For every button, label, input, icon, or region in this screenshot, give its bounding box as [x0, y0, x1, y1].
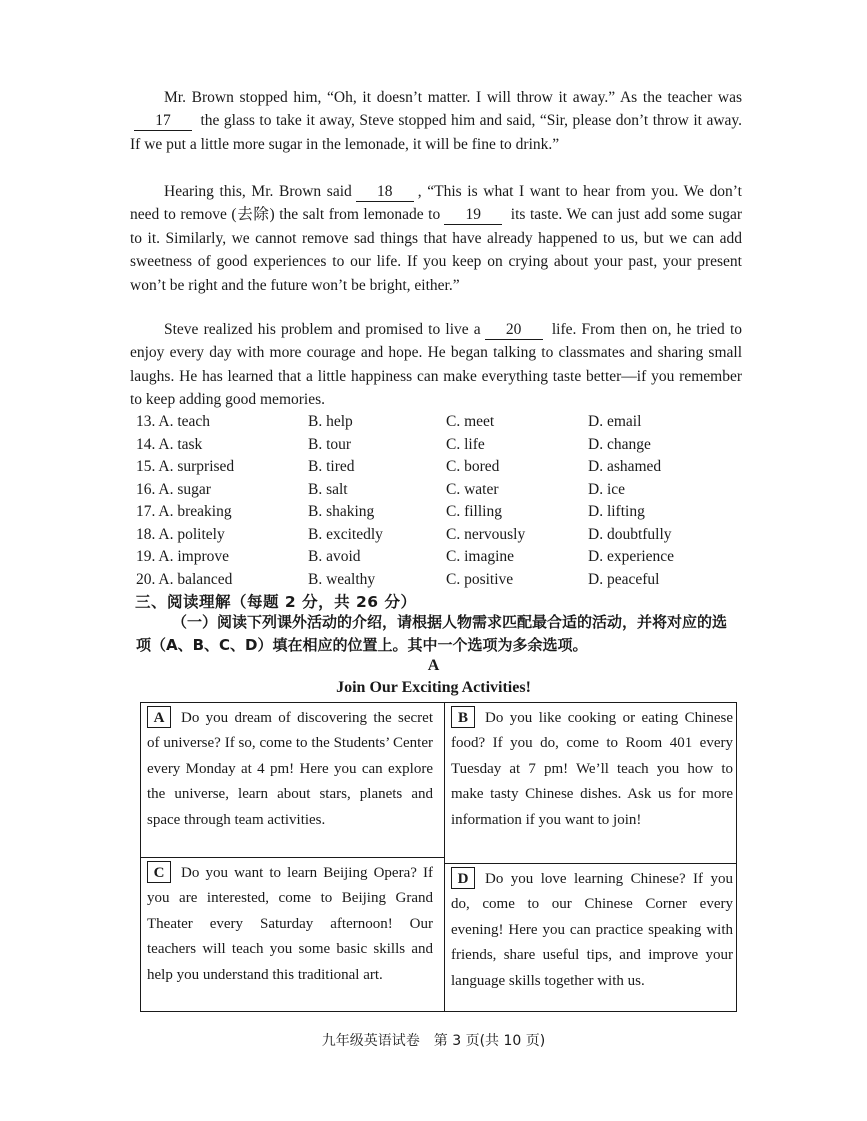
- option-d: D. email: [588, 413, 642, 430]
- blank-17: 17: [134, 112, 192, 131]
- grid-divider-right: [445, 863, 737, 864]
- activity-c: [147, 861, 433, 988]
- option-row: [136, 434, 736, 457]
- option-b: B. salt: [308, 480, 348, 498]
- blank-19: 19: [444, 206, 502, 225]
- part-letter: A: [427, 657, 440, 674]
- option-a: 19. A. improve: [136, 548, 229, 565]
- passage-paragraph-1: [130, 86, 742, 156]
- option-row: [136, 524, 736, 547]
- option-b: B. avoid: [308, 548, 361, 565]
- option-row: [136, 479, 736, 502]
- section-title: 三、阅读理解（每题 2 分，共 26 分）: [135, 593, 417, 611]
- activity-d: [451, 867, 733, 994]
- activity-b: [451, 706, 733, 833]
- paragraph-2-tail: its taste. We can just add some sugar to it. Similarly, we cannot remove sad things that have already happened to us, but we can add sweetness of good experiences to our life. If you keep on crying about your past, your present won’t be right and the future won’t be bright, either.”: [130, 206, 743, 294]
- option-c: C. nervously: [446, 525, 526, 543]
- activity-d-label: D: [451, 867, 475, 889]
- page-footer: 九年级英语试卷 第 3 页(共 10 页): [321, 1033, 546, 1049]
- paragraph-3-tail: life. From then on, he tried to enjoy every day with more courage and hope. He began talking to classmates and sharing small laughs. He has learned that a little happiness can make everything taste better—if you remember to keep adding good memories.: [130, 321, 742, 409]
- activities-title: Join Our Exciting Activities!: [336, 679, 531, 696]
- option-a: 16. A. sugar: [136, 480, 211, 498]
- option-d: D. experience: [588, 548, 675, 565]
- paragraph-1-tail: the glass to take it away, Steve stopped him and said, “Sir, please don’t throw it away. If we put a little more sugar in the lemonade, it will be fine to drink.”: [130, 112, 743, 153]
- option-row: [136, 569, 736, 592]
- paragraph-2-mid: , “This is what I want to hear from you. We don’t need to remove (去除) the salt from lemonade to: [130, 183, 742, 224]
- option-row: [136, 411, 736, 434]
- option-c: C. meet: [446, 413, 495, 430]
- option-a: 17. A. breaking: [136, 503, 232, 520]
- option-row: [136, 546, 736, 569]
- option-b: B. wealthy: [308, 570, 376, 588]
- option-c: C. life: [446, 435, 485, 453]
- option-c: C. bored: [446, 458, 500, 475]
- option-d: D. peaceful: [588, 570, 660, 588]
- option-a: 15. A. surprised: [136, 458, 235, 475]
- option-d: D. ashamed: [588, 458, 662, 475]
- option-a: 18. A. politely: [136, 525, 225, 543]
- activity-a-label: A: [147, 706, 171, 728]
- grid-divider-left: [141, 857, 445, 858]
- option-c: C. positive: [446, 570, 514, 588]
- option-row: [136, 456, 736, 479]
- option-row: [136, 501, 736, 524]
- passage-paragraph-2: [130, 180, 742, 297]
- activity-b-text: Do you like cooking or eating Chinese food? If you do, come to Room 401 every Tuesday at 7 pm! We’ll teach you how to make tasty Chinese dishes. Ask us for more information if you want to join!: [451, 710, 733, 828]
- option-b: B. shaking: [308, 503, 375, 520]
- option-d: D. change: [588, 435, 651, 453]
- instruction-text: （一）阅读下列课外活动的介绍，请根据人物需求匹配最合适的活动，并将对应的选项（A、B、C、D）填在相应的位置上。其中一个选项为多余选项。: [136, 613, 728, 654]
- option-d: D. doubtfully: [588, 525, 672, 543]
- option-d: D. lifting: [588, 503, 645, 520]
- option-b: B. help: [308, 413, 353, 430]
- activity-d-text: Do you love learning Chinese? If you do, come to our Chinese Corner every evening! Here you can practice speaking with friends, share useful tips, and improve your language skills together with us.: [451, 871, 733, 989]
- activity-c-text: Do you want to learn Beijing Opera? If you are interested, come to Beijing Grand Theater every Saturday afternoon! Our teachers will teach you some basic skills and help you understand this traditional art.: [147, 865, 433, 983]
- passage-paragraph-3: [130, 318, 742, 412]
- answer-options: [136, 411, 736, 591]
- paragraph-3-lead: Steve realized his problem and promised to live a: [164, 321, 481, 338]
- option-a: 13. A. teach: [136, 413, 211, 430]
- blank-20: 20: [485, 321, 543, 340]
- paragraph-2-lead: Hearing this, Mr. Brown said: [164, 183, 352, 200]
- option-c: C. imagine: [446, 548, 515, 565]
- option-c: C. filling: [446, 503, 502, 520]
- reading-instruction: [136, 611, 740, 657]
- activity-a-text: Do you dream of discovering the secret of universe? If so, come to the Students’ Center every Monday at 4 pm! Here you can explore the universe, learn about stars, planets and space through team activities.: [147, 710, 433, 828]
- activities-grid: [140, 702, 737, 1012]
- option-c: C. water: [446, 480, 499, 498]
- activity-c-label: C: [147, 861, 171, 883]
- activity-b-label: B: [451, 706, 475, 728]
- activity-a: [147, 706, 433, 833]
- option-d: D. ice: [588, 480, 626, 498]
- option-b: B. tired: [308, 458, 355, 475]
- option-a: 14. A. task: [136, 435, 203, 453]
- paragraph-1-lead: Mr. Brown stopped him, “Oh, it doesn’t matter. I will throw it away.” As the teacher was: [164, 89, 742, 106]
- option-b: B. excitedly: [308, 525, 383, 543]
- blank-18: 18: [356, 183, 414, 202]
- option-b: B. tour: [308, 435, 352, 453]
- option-a: 20. A. balanced: [136, 570, 233, 588]
